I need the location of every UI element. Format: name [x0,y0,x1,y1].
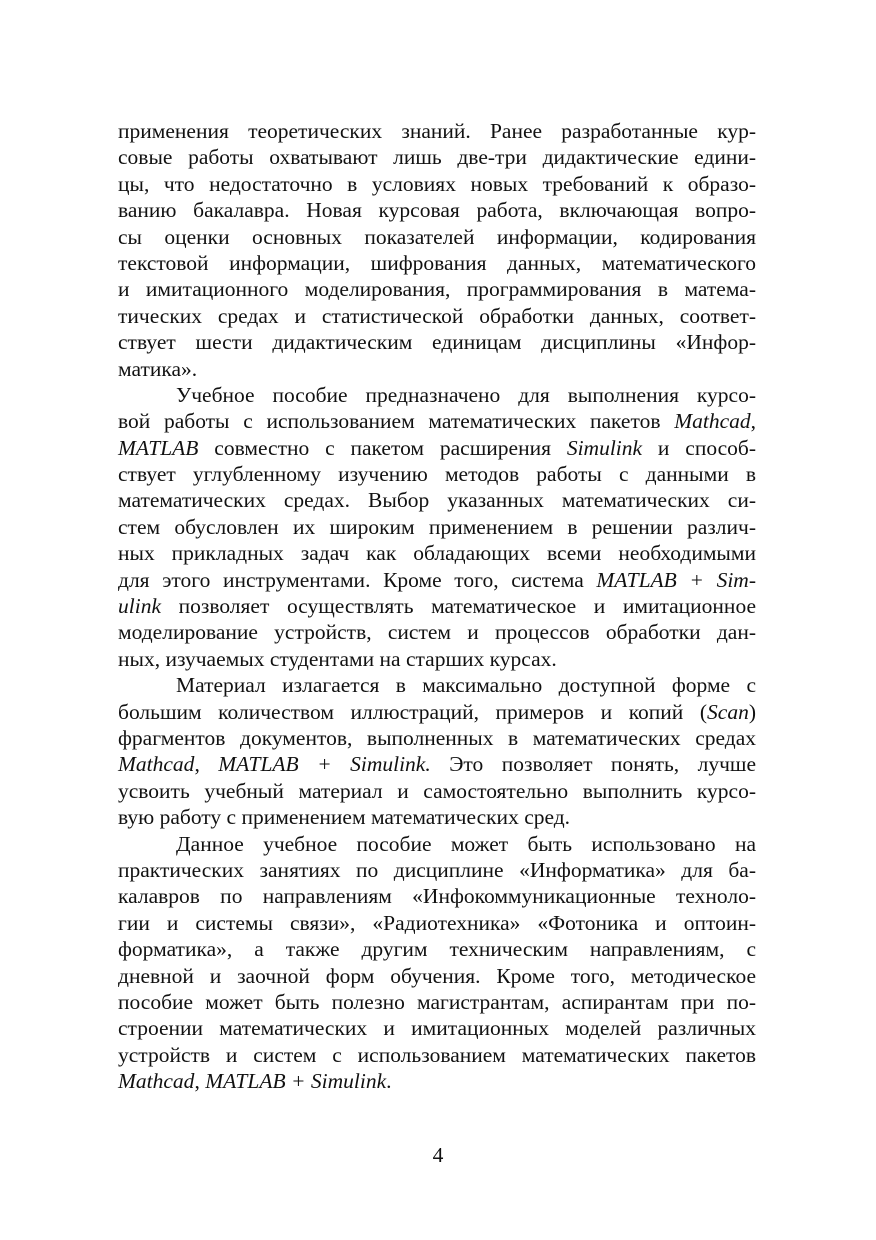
text-line [118,725,756,751]
text-run: устройств и систем с использованием математических пакетов [118,1042,756,1067]
paragraph [118,118,756,382]
text-line [118,910,756,936]
text-run: ) [748,699,756,724]
text-line [118,144,756,170]
text-line [118,883,756,909]
text-run: усвоить учебный материал и самостоятельно выполнить курсо- [118,778,756,803]
text-run: Данное учебное пособие может быть использовано на [176,831,756,856]
text-line [118,567,756,593]
text-run: совые работы охватывают лишь две-три дидактические едини- [118,145,756,170]
text-run: большим количеством иллюстраций, примеров и копий ( [118,699,708,724]
text-run: калавров по направлениям «Инфокоммуникационные техноло- [118,884,756,909]
page-number: 4 [432,1143,444,1167]
text-line [118,461,756,487]
text-line [118,646,756,672]
text-run: и способ- [642,435,757,460]
text-line [118,118,756,144]
text-run: и имитационного моделирования, программирования в матема- [118,277,756,302]
text-line [118,1042,756,1068]
text-run: матика». [118,356,198,381]
text-run: практических занятиях по дисциплине «Информатика» для ба- [118,857,756,882]
italic-text-run: MATLAB [118,435,199,460]
italic-text-run: MATLAB + Simulink [205,1069,387,1094]
text-line [118,303,756,329]
text-line [118,1015,756,1041]
text-line [118,487,756,513]
text-line [118,197,756,223]
text-line [118,989,756,1015]
text-run: дневной и заочной форм обучения. Кроме того, методическое [118,963,756,988]
text-line [118,171,756,197]
paragraph [118,382,756,672]
text-line [118,831,756,857]
text-line [118,435,756,461]
italic-text-run: Mathcad [118,1069,195,1094]
text-run: применения теоретических знаний. Ранее разработанные кур- [118,119,756,143]
text-run: ных, изучаемых студентами на старших курсах. [118,646,557,671]
text-line [118,619,756,645]
text-line [118,382,756,408]
text-line [118,857,756,883]
text-run: математических средах. Выбор указанных математических си- [118,488,756,513]
text-line [118,672,756,698]
italic-text-run: Simulink [566,435,643,460]
text-run: строении математических и имитационных моделей различных [118,1016,756,1041]
italic-text-run: ulink [118,594,161,619]
text-run: моделирование устройств, систем и процессов обработки дан- [118,620,756,645]
italic-text-run: MATLAB + Simulink. [218,752,431,777]
text-run: вую работу с применением математических сред. [118,805,571,830]
text-run: пособие может быть полезно магистрантам, аспирантам при по- [118,989,756,1014]
text-run: Это позволяет понять, лучше [430,752,756,777]
text-run: стем обусловлен их широким применением в решении различ- [118,514,756,539]
text-line [118,356,756,382]
text-line [118,804,756,830]
text-run: гии и системы связи», «Радиотехника» «Фотоника и оптоин- [118,910,756,935]
text-line [118,593,756,619]
text-run: , [194,1069,206,1094]
text-run: текстовой информации, шифрования данных, математического [118,250,756,275]
text-run: сы оценки основных показателей информации, кодирования [118,224,756,249]
text-run: ванию бакалавра. Новая курсовая работа, включающая вопро- [118,198,756,223]
text-line [118,540,756,566]
text-run: ствует шести дидактическим единицам дисциплины «Инфор- [118,330,756,355]
text-line [118,963,756,989]
text-run: , [194,752,219,777]
text-line [118,329,756,355]
text-run: позволяет осуществлять математическое и имитационное [161,594,756,619]
text-line [118,250,756,276]
text-run: для этого инструментами. Кроме того, система [118,567,597,592]
text-run: совместно с пакетом расширения [198,435,567,460]
text-line [118,224,756,250]
text-line [118,778,756,804]
text-run: форматика», а также другим техническим направлениям, с [118,937,756,962]
italic-text-run: Mathcad [674,409,751,434]
paragraph [118,831,756,1095]
text-run: , [750,409,756,434]
italic-text-run: MATLAB + Sim- [596,567,756,592]
paragraph [118,672,756,830]
text-run: ных прикладных задач как обладающих всеми необходимыми [118,541,756,566]
text-run: . [386,1069,392,1094]
text-line [118,276,756,302]
text-run: тических средах и статистической обработки данных, соответ- [118,303,756,328]
text-line [118,408,756,434]
page-body [118,118,756,1094]
text-line [118,699,756,725]
italic-text-run: Mathcad [118,752,195,777]
text-line [118,751,756,777]
text-run: фрагментов документов, выполненных в математических средах [118,725,756,750]
text-run: цы, что недостаточно в условиях новых требований к образо- [118,171,756,196]
text-run: вой работы с использованием математических пакетов [118,409,675,434]
text-line [118,936,756,962]
text-run: Учебное пособие предназначено для выполнения курсо- [176,382,756,407]
text-line [118,514,756,540]
text-run: ствует углубленному изучению методов работы с данными в [118,462,756,487]
text-line [118,1068,756,1094]
text-run: Материал излагается в максимально доступной форме с [176,673,756,698]
italic-text-run: Scan [707,699,749,724]
